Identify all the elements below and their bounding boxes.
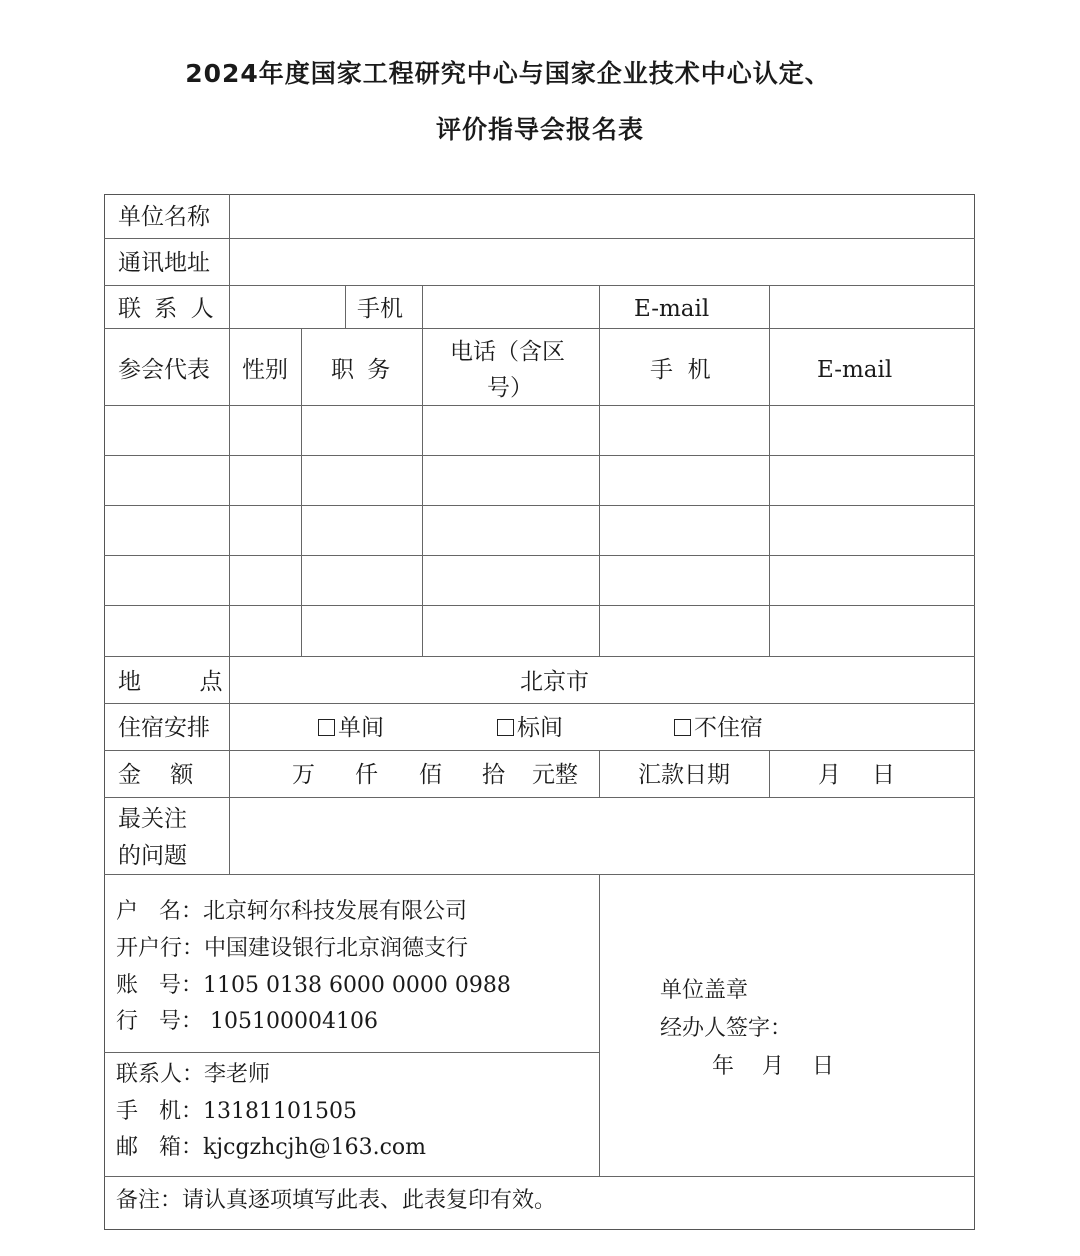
contact-person: 联系人：李老师 <box>116 1062 271 1087</box>
mobile-label: 手机 <box>357 296 403 322</box>
row-divider <box>104 874 975 875</box>
amount-label: 金 额 <box>118 762 194 788</box>
row-divider <box>104 285 975 286</box>
amount-unit-qian: 仟 <box>355 762 378 788</box>
phone-label-2: 号） <box>487 375 533 401</box>
checkbox-icon <box>674 719 691 736</box>
amount-unit-shi: 拾 <box>482 762 505 788</box>
lodging-label: 住宿安排 <box>118 715 210 741</box>
lodging-single-checkbox[interactable] <box>318 717 384 740</box>
day-label: 日 <box>872 762 895 788</box>
row-divider <box>104 555 975 556</box>
contact-label: 联 系 人 <box>118 296 214 322</box>
bank-name: 开户行：中国建设银行北京润德支行 <box>116 936 469 961</box>
col-divider <box>345 285 346 328</box>
col-divider <box>769 750 770 797</box>
position-label: 职 务 <box>331 357 391 383</box>
col-divider <box>599 285 600 656</box>
form-title-line1: 2024年度国家工程研究中心与国家企业技术中心认定、 <box>185 59 831 88</box>
location-value: 北京市 <box>520 669 589 695</box>
row-divider <box>104 238 975 239</box>
col-divider <box>229 194 230 874</box>
bank-account-no: 账 号：1105 0138 6000 0000 0988 <box>116 973 511 998</box>
rep-mobile-label: 手 机 <box>650 357 711 383</box>
seal-label: 单位盖章 <box>660 978 749 1003</box>
lodging-single-label: 单间 <box>338 715 384 741</box>
col-divider <box>599 750 600 797</box>
lodging-none-label: 不住宿 <box>694 715 763 741</box>
lodging-none-checkbox[interactable] <box>674 717 763 740</box>
form-title-line2: 评价指导会报名表 <box>435 115 644 144</box>
concern-label-2: 的问题 <box>118 843 187 869</box>
bank-code: 行 号： 105100004106 <box>116 1009 378 1034</box>
amount-unit-yuan: 元整 <box>532 762 578 788</box>
col-divider <box>769 285 770 656</box>
checkbox-icon <box>497 719 514 736</box>
signature-label: 经办人签字： <box>660 1016 793 1041</box>
row-divider <box>104 656 975 657</box>
row-divider <box>104 605 975 606</box>
lodging-double-checkbox[interactable] <box>497 717 563 740</box>
col-divider <box>599 874 600 1176</box>
row-divider <box>104 455 975 456</box>
row-divider <box>104 505 975 506</box>
unit-name-label: 单位名称 <box>118 204 210 230</box>
amount-unit-bai: 佰 <box>419 762 442 788</box>
col-divider <box>422 285 423 656</box>
rep-label: 参会代表 <box>118 357 210 383</box>
row-divider <box>104 703 975 704</box>
address-label: 通讯地址 <box>118 250 210 276</box>
amount-unit-wan: 万 <box>292 762 315 788</box>
row-divider <box>104 797 975 798</box>
row-divider <box>104 328 975 329</box>
row-divider <box>104 405 975 406</box>
row-divider <box>104 1052 599 1053</box>
concern-label-1: 最关注 <box>118 806 187 832</box>
contact-email: 邮 箱：kjcgzhcjh@163.com <box>116 1135 427 1160</box>
col-divider <box>301 328 302 656</box>
contact-mobile: 手 机：13181101505 <box>116 1099 357 1124</box>
bank-account-name: 户 名：北京轲尔科技发展有限公司 <box>116 899 467 924</box>
phone-label-1: 电话（含区 <box>450 339 565 365</box>
month-label: 月 <box>818 762 841 788</box>
email-label: E-mail <box>634 296 710 322</box>
note-text: 备注：请认真逐项填写此表、此表复印有效。 <box>116 1188 557 1213</box>
row-divider <box>104 750 975 751</box>
rep-email-label: E-mail <box>817 357 893 383</box>
remit-date-label: 汇款日期 <box>638 762 730 788</box>
row-divider <box>104 1176 975 1177</box>
location-label: 地 点 <box>118 669 223 695</box>
lodging-double-label: 标间 <box>517 715 563 741</box>
checkbox-icon <box>318 719 335 736</box>
gender-label: 性别 <box>242 357 288 383</box>
seal-date-label: 年 月 日 <box>712 1054 834 1079</box>
